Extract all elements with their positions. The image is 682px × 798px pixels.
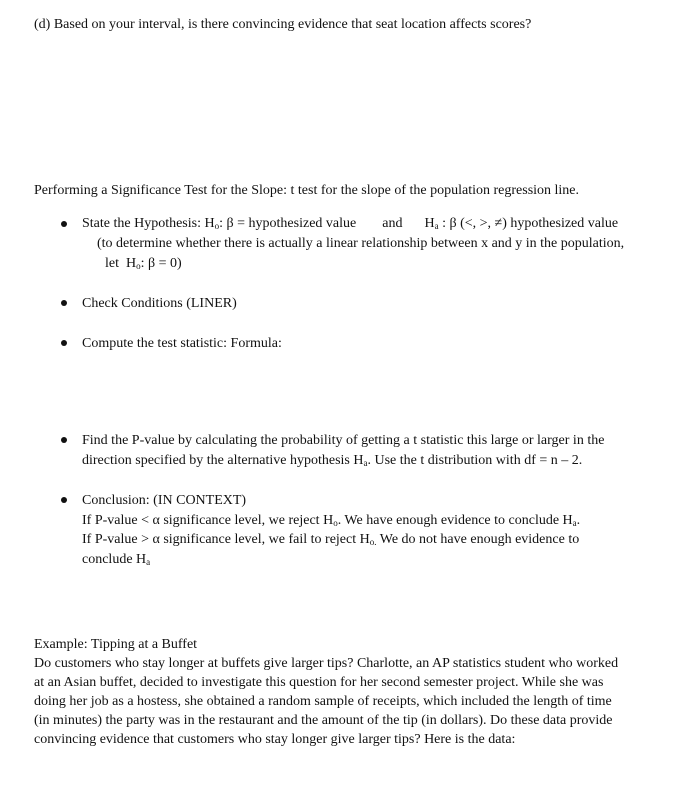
bullet-dot <box>61 437 67 443</box>
conclusion-line1-c: . <box>576 513 581 528</box>
example-line: convincing evidence that customers who stay longer give larger tips? Here is the data: <box>34 732 516 747</box>
question-d: (d) Based on your interval, is there convincing evidence that seat location affects scores? <box>34 17 532 32</box>
conclusion-line3-a: conclude H <box>82 552 147 567</box>
example-line: at an Asian buffet, decided to investigate this question for her second semester project. While she was <box>34 675 604 690</box>
bullet-dot <box>61 340 67 346</box>
section-title: Performing a Significance Test for the Slope: t test for the slope of the population regression line. <box>34 183 580 198</box>
example-title: Example: Tipping at a Buffet <box>34 637 198 652</box>
ha-sub: a <box>434 221 439 231</box>
conclusion-ha-sub: a <box>572 518 577 528</box>
ha-letter: H <box>424 216 435 231</box>
bullet-dot <box>61 221 67 227</box>
pvalue-line2-rest: . Use the t distribution with df = n – 2. <box>367 453 583 468</box>
h0-letter: H <box>204 216 215 231</box>
conclusion-line2-a: If P-value > α significance level, we fail to reject H <box>82 532 370 547</box>
pvalue-line1: Find the P-value by calculating the probability of getting a t statistic this large or larger in the <box>82 433 605 448</box>
example-line: (in minutes) the party was in the restaurant and the amount of the tip (in dollars). Do these data provide <box>34 713 613 728</box>
pvalue-ha-sub: a <box>363 458 368 468</box>
example-line: Do customers who stay longer at buffets give larger tips? Charlotte, an AP statistics student who worked <box>34 656 619 671</box>
pvalue-line2 <box>82 451 582 471</box>
pvalue-line2-text: direction specified by the alternative hypothesis H <box>82 453 364 468</box>
let-word: let <box>105 256 119 271</box>
conclusion-line2-b: We do not have enough evidence to <box>376 532 580 547</box>
conclusion-line3 <box>82 550 150 570</box>
conclusion-ha-sub-2: a <box>146 557 151 567</box>
h0-letter-2: H <box>126 256 137 271</box>
conclusion-h0-sub-2: o. <box>369 537 377 547</box>
check-conditions: Check Conditions (LINER) <box>82 296 237 311</box>
state-hypothesis-line3 <box>105 254 182 274</box>
conclusion-heading: Conclusion: (IN CONTEXT) <box>82 493 247 508</box>
and-word: and <box>382 216 403 231</box>
h0-rest: : β = hypothesized value <box>219 216 357 231</box>
conclusion-line1-a: If P-value < α significance level, we reject H <box>82 513 334 528</box>
state-hypothesis-line1 <box>82 214 618 234</box>
h0-sub-2: o <box>136 261 141 271</box>
compute-test-statistic: Compute the test statistic: Formula: <box>82 336 282 351</box>
state-prefix: State the Hypothesis: <box>82 216 201 231</box>
h0-sub: o <box>214 221 220 231</box>
state-hypothesis-line2: (to determine whether there is actually a linear relationship between x and y in the population, <box>97 236 625 251</box>
conclusion-line1-b: . We have enough evidence to conclude H <box>337 513 573 528</box>
conclusion-line1 <box>82 511 580 531</box>
h0-zero: : β = 0) <box>140 256 182 271</box>
bullet-dot <box>61 300 67 306</box>
conclusion-h0-sub: o <box>333 518 338 528</box>
ha-rest: : β (<, >, ≠) hypothesized value <box>438 216 619 231</box>
bullet-dot <box>61 497 67 503</box>
conclusion-line2 <box>82 530 579 550</box>
example-line: doing her job as a hostess, she obtained a random sample of receipts, which included the length of time <box>34 694 612 709</box>
